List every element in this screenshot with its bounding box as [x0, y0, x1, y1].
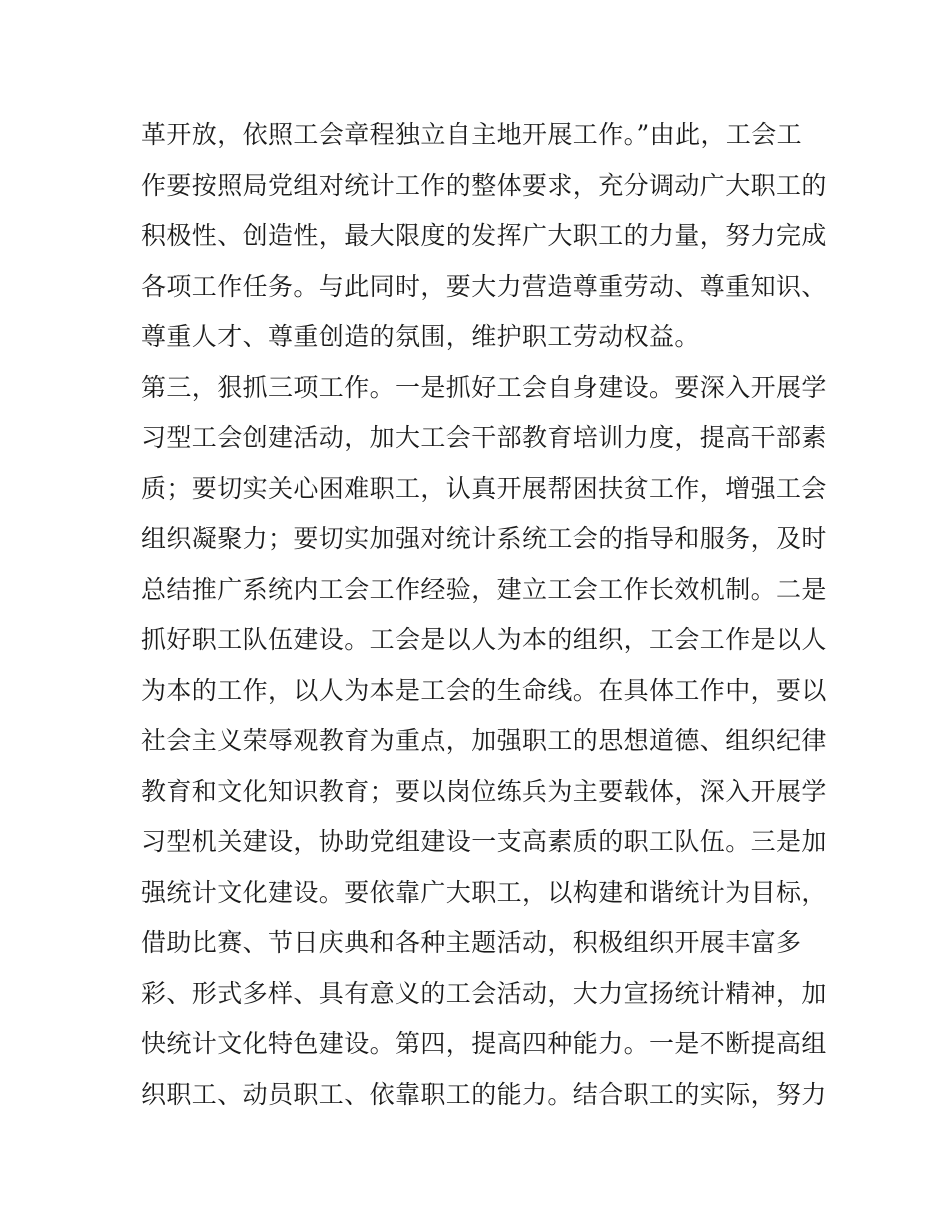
text-line: 各项工作任务。与此同时，要大力营造尊重劳动、尊重知识、	[141, 271, 827, 301]
text-line: 彩、形式多样、具有意义的工会活动，大力宣扬统计精神，加	[141, 978, 827, 1008]
text-line: 革开放，依照工会章程独立自主地开展工作。”由此，工会工	[141, 120, 803, 149]
text-line: 借助比赛、节日庆典和各种主题活动，积极组织开展丰富多	[141, 928, 802, 957]
text-line: 快统计文化特色建设。第四，提高四种能力。一是不断提高组	[141, 1029, 827, 1058]
text-line: 织职工、动员职工、依靠职工的能力。结合职工的实际，努力	[141, 1079, 827, 1109]
text-line: 教育和文化知识教育；要以岗位练兵为主要载体，深入开展学	[141, 776, 827, 806]
text-line: 尊重人才、尊重创造的氛围，维护职工劳动权益。	[141, 322, 700, 351]
text-line: 社会主义荣辱观教育为重点，加强职工的思想道德、组织纪律	[141, 726, 827, 755]
text-line: 抓好职工队伍建设。工会是以人为本的组织，工会工作是以人	[141, 625, 827, 654]
text-line: 质；要切实关心困难职工，认真开展帮困扶贫工作，增强工会	[141, 473, 827, 503]
text-line: 习型机关建设，协助党组建设一支高素质的职工队伍。三是加	[141, 827, 827, 856]
text-line: 总结推广系统内工会工作经验，建立工会工作长效机制。二是	[141, 574, 827, 604]
text-line: 习型工会创建活动，加大工会干部教育培训力度，提高干部素	[141, 423, 827, 452]
text-line: 作要按照局党组对统计工作的整体要求，充分调动广大职工的	[141, 170, 827, 200]
text-line: 第三，狠抓三项工作。一是抓好工会自身建设。要深入开展学	[141, 372, 827, 402]
text-line: 为本的工作，以人为本是工会的生命线。在具体工作中，要以	[141, 675, 827, 705]
text-line: 强统计文化建设。要依靠广大职工，以构建和谐统计为目标，	[141, 877, 827, 907]
body-text	[141, 110, 827, 1120]
text-line: 积极性、创造性，最大限度的发挥广大职工的力量，努力完成	[141, 221, 827, 250]
text-line: 组织凝聚力；要切实加强对统计系统工会的指导和服务，及时	[141, 524, 827, 553]
